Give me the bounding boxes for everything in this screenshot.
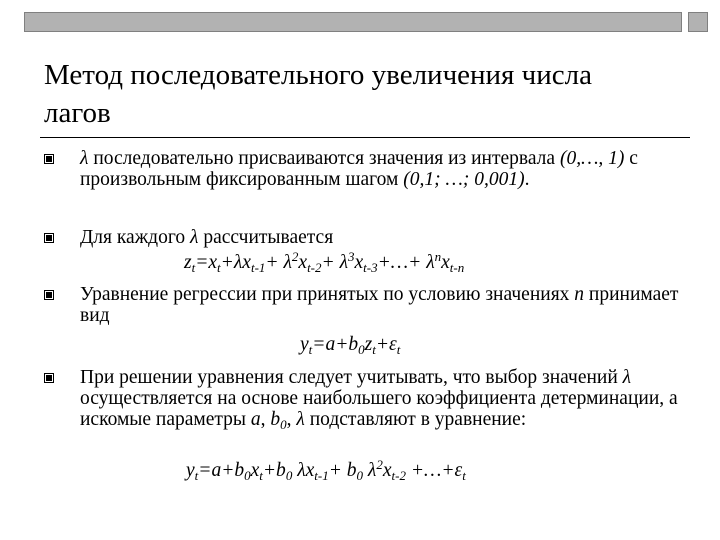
- text: с произвольным фиксированным шагом: [80, 148, 638, 190]
- text: ,: [260, 409, 271, 430]
- lambda-symbol: λ: [233, 252, 243, 273]
- lambda-symbol: λ: [296, 409, 305, 430]
- param-a: a: [250, 409, 261, 430]
- variable-n: n: [574, 284, 585, 305]
- slide-title: [44, 56, 684, 132]
- formula-z: $z_t=x_t+\lambda x_{t-1}+ \lambda^2x_{t-2}+$ $\lambda^3x_{t-3}+\dots+ \lambda^nx_{t-n}$: [184, 249, 465, 275]
- checkbox-bullet-icon: [44, 233, 54, 243]
- title-divider: [40, 137, 690, 138]
- param-b-subscript: 0: [280, 417, 287, 432]
- formula-final: $y_t=a+b_0x_t+b_0$ $\lambda x_{t-1}+ b_0$ $\lambda^2x_{t-2}$ $+\dots+\varepsilon_t$: [186, 457, 466, 483]
- header-decoration-bar: [24, 12, 682, 32]
- title-line-1: Метод последовательного увеличения числа: [44, 59, 592, 91]
- lambda-symbol: λ: [80, 148, 89, 169]
- ellipsis: …: [390, 252, 409, 273]
- step-values: (0,1; …; 0,001): [403, 169, 525, 190]
- ellipsis: …: [424, 460, 442, 481]
- text: осуществляется на основе наибольшего коэффициента детерминации, а искомые параметры: [80, 388, 678, 430]
- bullet-paragraph-2: [80, 227, 690, 248]
- title-line-2: лагов: [44, 97, 111, 129]
- lambda-symbol: λ: [622, 367, 632, 388]
- bullet-paragraph-3: [80, 284, 690, 326]
- lambda-symbol: λ: [297, 460, 306, 481]
- header-decoration-square: [688, 12, 708, 32]
- text: рассчитывается: [198, 227, 334, 248]
- lambda-symbol: λ: [426, 252, 435, 273]
- checkbox-bullet-icon: [44, 290, 54, 300]
- text: При решении уравнения следует учитывать, что выбор значений: [80, 367, 623, 388]
- text: ,: [286, 409, 292, 430]
- interval: (0,…, 1): [559, 148, 625, 169]
- text: Для каждого: [80, 227, 190, 248]
- bullet-paragraph-1: [80, 148, 690, 190]
- param-b: b: [270, 409, 281, 430]
- lambda-symbol: λ: [283, 252, 292, 273]
- bullet-paragraph-4: [80, 367, 690, 430]
- checkbox-bullet-icon: [44, 373, 54, 383]
- text: Уравнение регрессии при принятых по условию значениях: [80, 284, 575, 305]
- epsilon-symbol: ε: [454, 460, 463, 481]
- lambda-symbol: λ: [190, 227, 199, 248]
- lambda-symbol: λ: [367, 460, 377, 481]
- formula-y: $y_t=a+b_0z_t+\varepsilon_t$: [300, 334, 401, 357]
- text: .: [524, 169, 530, 190]
- text: принимает вид: [80, 284, 679, 326]
- epsilon-symbol: ε: [389, 334, 397, 355]
- text: подставляют в уравнение:: [304, 409, 527, 430]
- checkbox-bullet-icon: [44, 154, 54, 164]
- lambda-symbol: λ: [339, 252, 349, 273]
- text: последовательно присваиваются значения из интервала: [88, 148, 556, 169]
